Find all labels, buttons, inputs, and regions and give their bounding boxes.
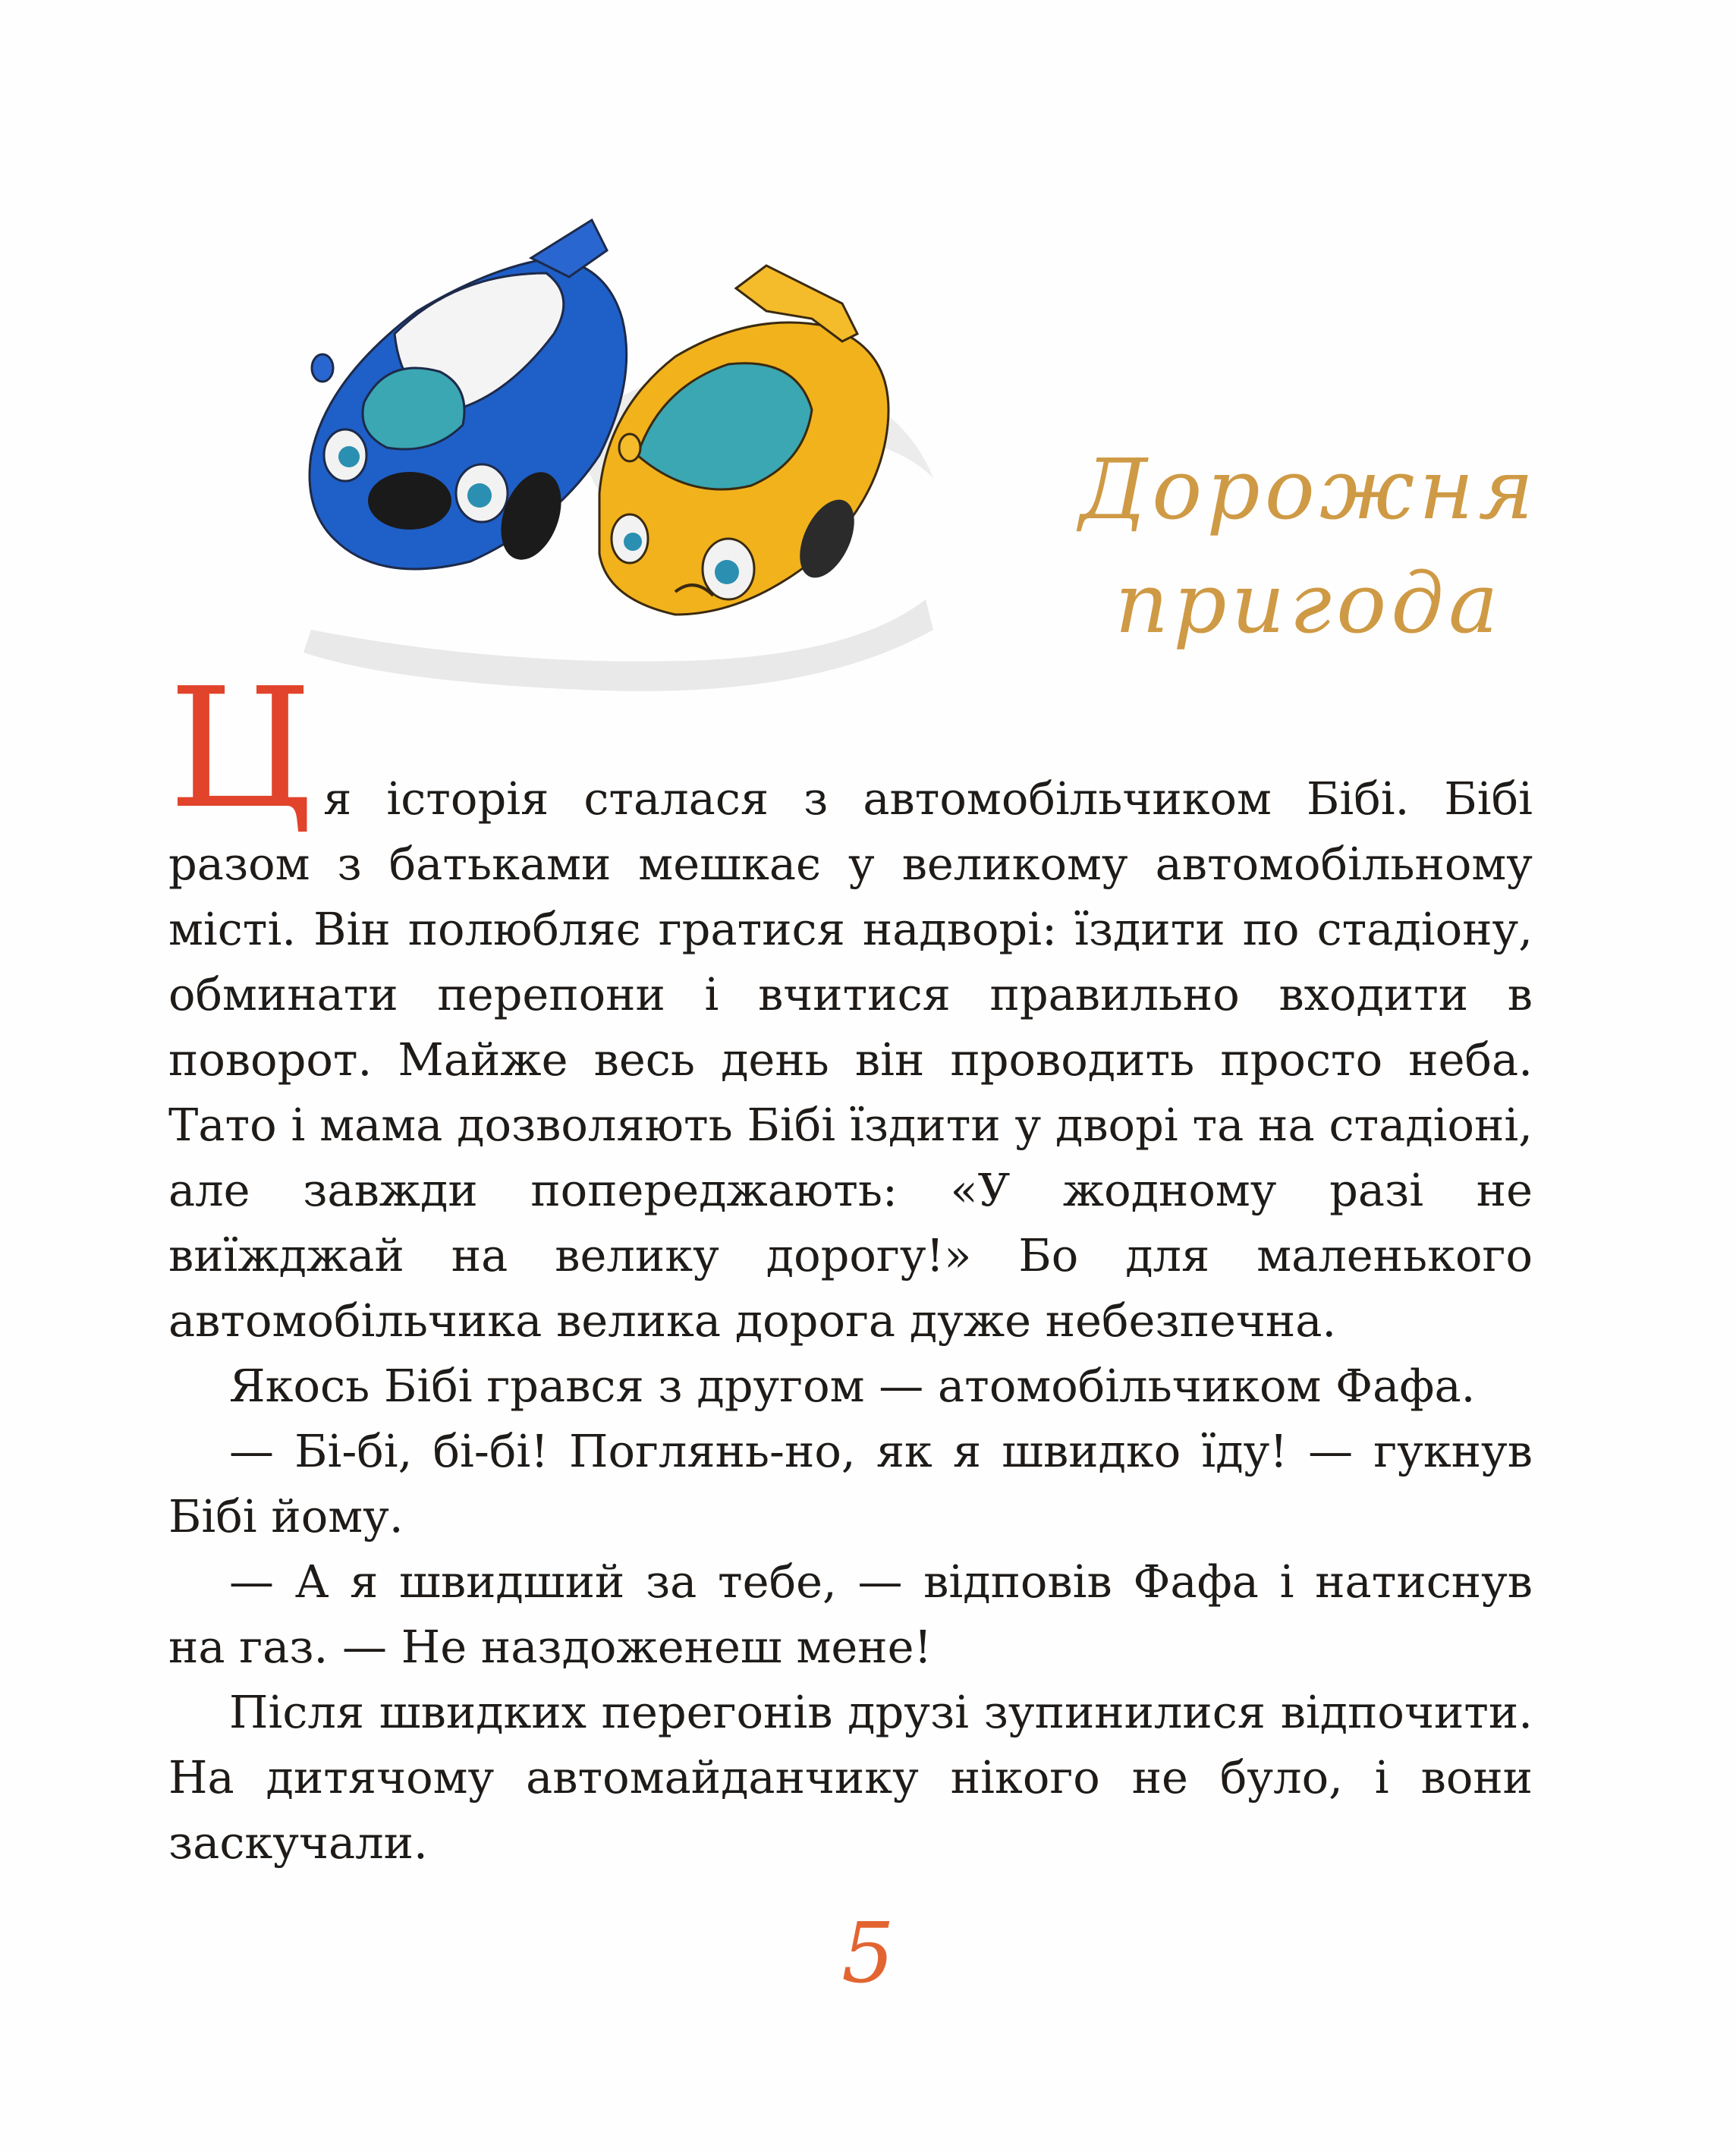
ground-shadow	[303, 599, 933, 691]
yellow-car	[599, 266, 888, 615]
paragraph-2: Якось Бібі грався з другом — атомобільчиком Фафа.	[229, 1360, 1476, 1412]
paragraph-4: — А я швидший за тебе, — відповів Фафа і натиснув на газ. — Не наздоженеш мене!	[168, 1555, 1533, 1673]
cars-illustration	[281, 205, 948, 706]
title-line-1: Дорожня	[1079, 441, 1539, 538]
blue-car	[310, 220, 627, 569]
drop-cap: Ц	[168, 653, 313, 845]
page-number: 5	[841, 1904, 895, 2002]
paragraph-5: Після швидких перегонів друзі зупинилися відпочити. На дитячому автомайданчику нікого не було, і вони заскучали.	[168, 1686, 1533, 1869]
title-line-2: пригода	[1115, 555, 1503, 652]
blue-car-mouth	[368, 472, 451, 530]
cars-drawing	[281, 205, 948, 706]
paragraph-1-text: я історія сталася з автомобільчиком Бібі. Бібі разом з батьками мешкає у великому автомобільному місті. Він полюбляє гратися надворі: їздити по стадіону, обминати перепони і вчитися правильно входити в поворот. Майже весь день він проводить просто неба. Тато і мама дозволяють Бібі їздити у дворі та на стадіоні, але завжди попереджають: «У жодному разі не виїжджай на велику дорогу!» Бо для маленького автомобільчика велика дорога дуже небезпечна.	[168, 772, 1533, 1347]
story-text	[168, 653, 1533, 1876]
paragraph-1	[168, 653, 1533, 1354]
page-title	[1058, 432, 1559, 660]
paragraph-3: — Бі-бі, бі-бі! Поглянь-но, як я швидко їду! — гукнув Бібі йому.	[168, 1425, 1533, 1542]
